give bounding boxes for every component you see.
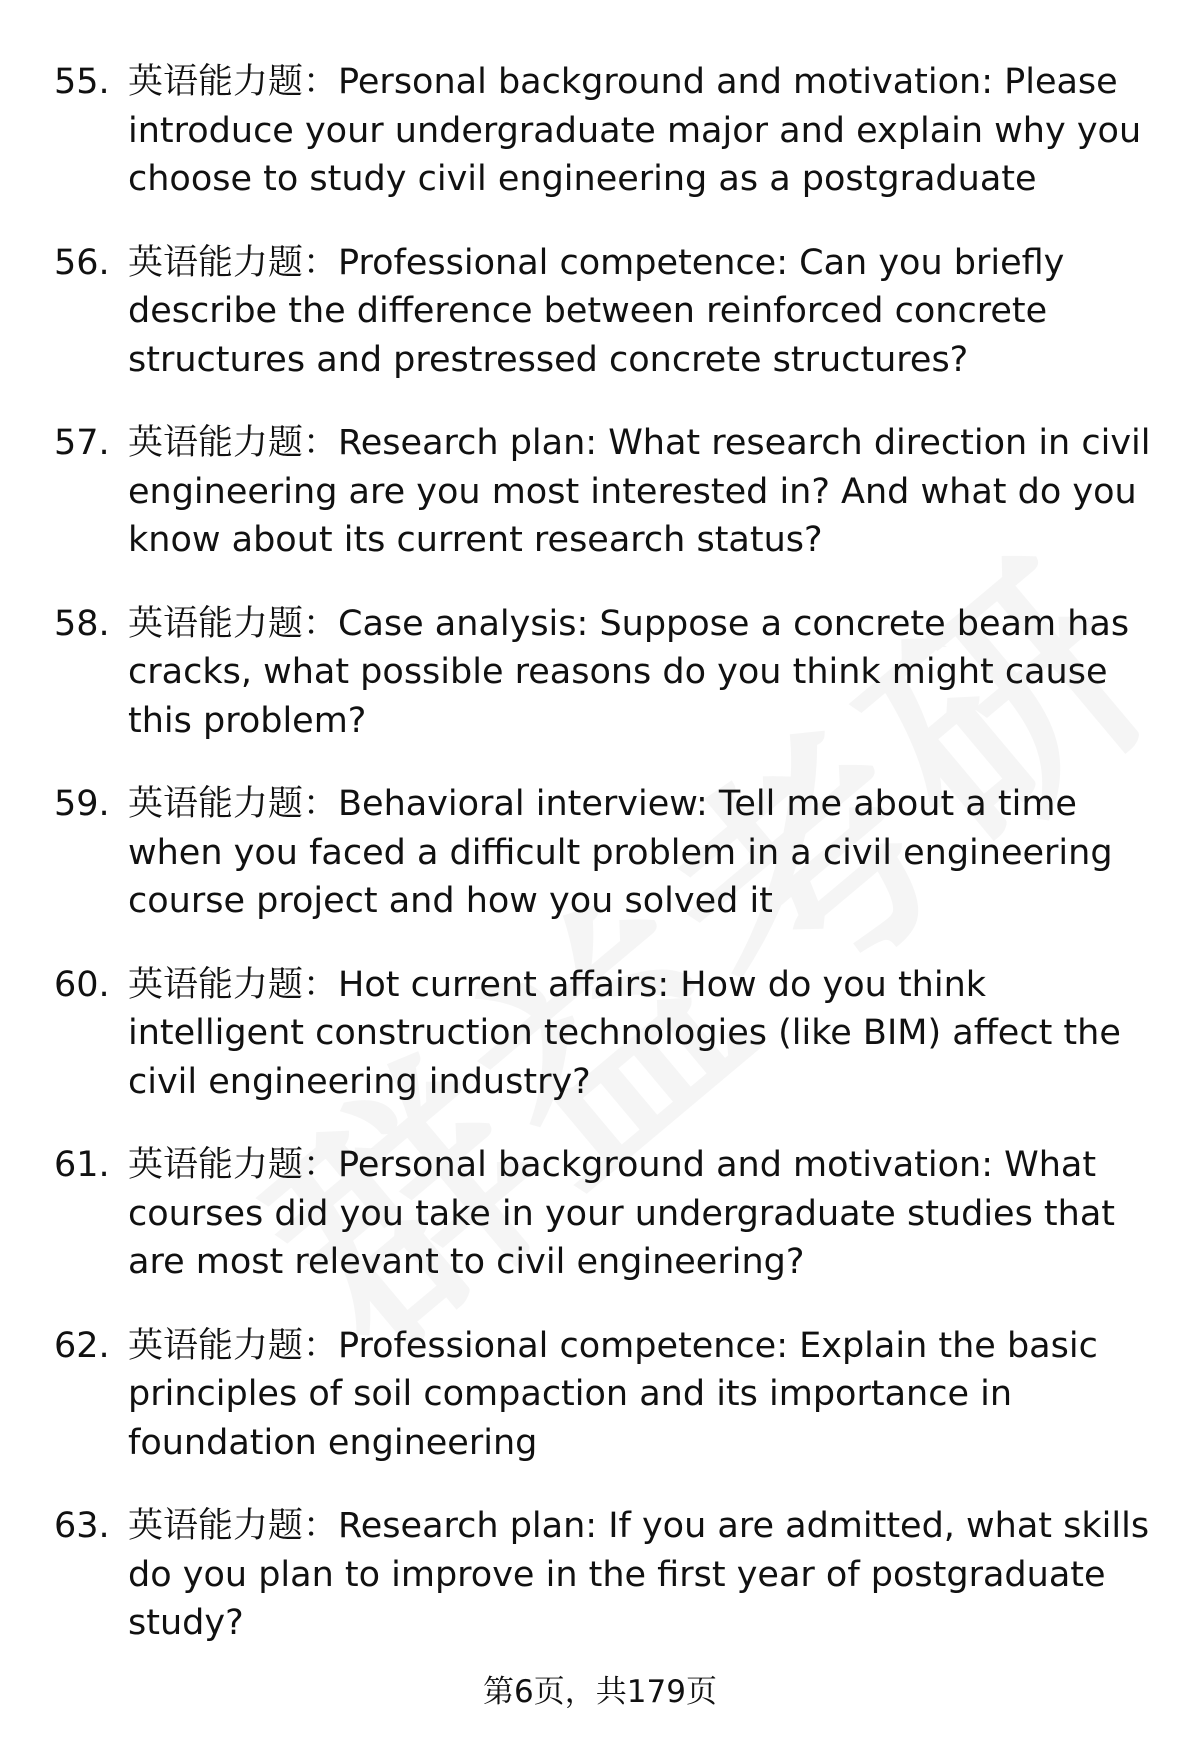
question-number: 55. — [54, 62, 110, 102]
category-separator: ： — [303, 1145, 339, 1185]
question-body — [128, 961, 1164, 1107]
question-number: 57. — [54, 423, 110, 463]
question-body — [128, 419, 1164, 565]
question-category: 英语能力题 — [128, 1506, 304, 1546]
page-footer — [0, 1672, 1200, 1712]
question-body — [128, 239, 1164, 385]
question-item-62 — [54, 1322, 1164, 1468]
question-item-63 — [54, 1502, 1164, 1648]
question-category: 英语能力题 — [128, 784, 304, 824]
question-body — [128, 600, 1164, 746]
question-number: 62. — [54, 1325, 110, 1366]
question-category: 英语能力题 — [128, 1145, 304, 1185]
question-number: 60. — [54, 964, 110, 1005]
category-separator: ： — [303, 964, 339, 1005]
question-category: 英语能力题 — [128, 423, 304, 463]
category-separator: ： — [303, 1325, 339, 1366]
page-number-label: 第6页，共179页 — [483, 1674, 717, 1710]
category-separator: ： — [303, 62, 339, 102]
question-item-59 — [54, 780, 1164, 926]
question-number: 56. — [54, 242, 110, 283]
question-body — [128, 1322, 1164, 1468]
category-separator: ： — [303, 423, 339, 463]
question-category: 英语能力题 — [128, 62, 304, 102]
question-item-56 — [54, 239, 1164, 385]
question-list — [54, 58, 1164, 1683]
question-number: 59. — [54, 784, 110, 824]
question-item-60 — [54, 961, 1164, 1107]
question-text: Personal background and motivation: Please introduce your undergraduate major and explain why you choose to study civil engineering as a postgraduate — [128, 62, 1142, 199]
question-body — [128, 1502, 1164, 1648]
question-category: 英语能力题 — [128, 242, 304, 283]
question-item-57 — [54, 419, 1164, 565]
question-text: Behavioral interview: Tell me about a time when you faced a difficult problem in a civil engineering course project and how you solved it — [128, 784, 1113, 921]
category-separator: ： — [303, 784, 339, 824]
question-item-58 — [54, 600, 1164, 746]
question-body — [128, 780, 1164, 926]
question-category: 英语能力题 — [128, 964, 304, 1005]
question-category: 英语能力题 — [128, 1325, 304, 1366]
question-text: Professional competence: Can you briefly describe the difference between reinforced concrete structures and prestressed concrete structures? — [128, 242, 1065, 380]
question-item-61 — [54, 1141, 1164, 1287]
question-text: Case analysis: Suppose a concrete beam has cracks, what possible reasons do you think might cause this problem? — [128, 603, 1130, 741]
question-number: 61. — [54, 1145, 110, 1185]
question-text: Hot current affairs: How do you think intelligent construction technologies (like BIM) affect the civil engineering industry? — [128, 964, 1121, 1102]
question-text: Professional competence: Explain the basic principles of soil compaction and its importance in foundation engineering — [128, 1325, 1098, 1463]
question-number: 58. — [54, 603, 110, 644]
question-body — [128, 1141, 1164, 1287]
question-text: Personal background and motivation: What courses did you take in your undergraduate studies that are most relevant to civil engineering? — [128, 1145, 1116, 1282]
question-item-55 — [54, 58, 1164, 204]
question-body — [128, 58, 1164, 204]
category-separator: ： — [303, 242, 339, 283]
question-category: 英语能力题 — [128, 603, 304, 644]
category-separator: ： — [303, 603, 339, 644]
question-text: Research plan: If you are admitted, what skills do you plan to improve in the first year of postgraduate study? — [128, 1506, 1150, 1643]
question-text: Research plan: What research direction in civil engineering are you most interested in? And what do you know about its current research status? — [128, 423, 1151, 560]
category-separator: ： — [303, 1506, 339, 1546]
question-number: 63. — [54, 1506, 110, 1546]
